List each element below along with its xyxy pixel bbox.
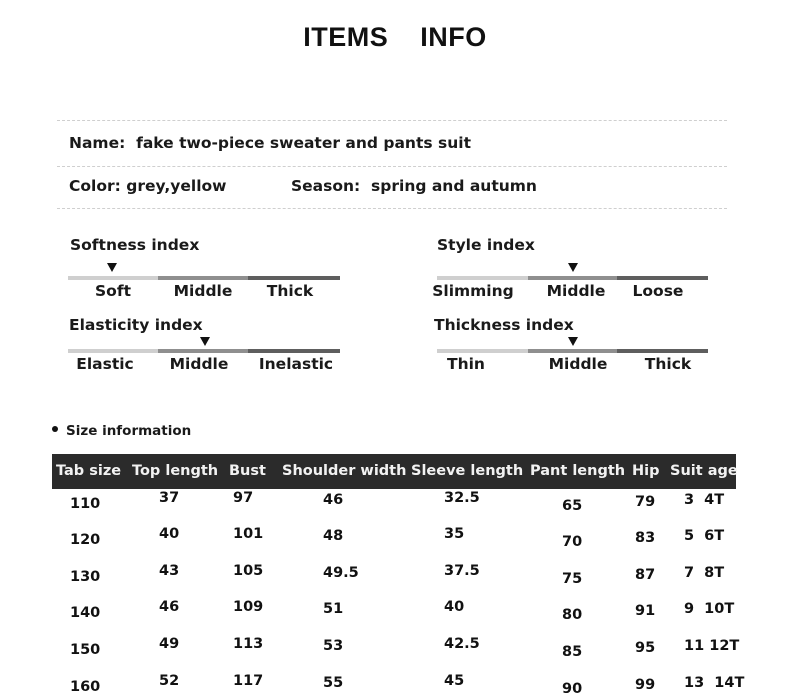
cell-sleeve-length: 42.5 (444, 636, 480, 652)
cell-pant-length: 70 (562, 534, 583, 550)
style-index-title: Style index (437, 236, 535, 254)
softness-scale-bar (68, 276, 340, 280)
cell-shoulder-width: 48 (323, 528, 344, 544)
cell-sleeve-length: 35 (444, 526, 465, 542)
cell-tab-size: 110 (70, 496, 101, 512)
thickness-index-title: Thickness index (434, 316, 574, 334)
cell-top-length: 37 (159, 490, 180, 506)
size-table-header (52, 454, 736, 489)
style-option-slimming: Slimming (432, 282, 514, 300)
column-header-hip: Hip (632, 463, 660, 479)
cell-shoulder-width: 49.5 (323, 565, 359, 581)
column-header-shoulder-width: Shoulder width (282, 463, 407, 479)
cell-hip: 87 (635, 567, 656, 583)
elasticity-option-inelastic: Inelastic (258, 355, 334, 373)
cell-top-length: 43 (159, 563, 180, 579)
softness-option-soft: Soft (95, 282, 131, 300)
bullet-icon (52, 426, 58, 432)
cell-hip: 99 (635, 677, 656, 693)
style-option-loose: Loose (632, 282, 684, 300)
cell-tab-size: 150 (70, 642, 101, 658)
cell-pant-length: 85 (562, 644, 583, 660)
elasticity-index-title: Elasticity index (69, 316, 203, 334)
thickness-option-thin: Thin (447, 355, 485, 373)
cell-top-length: 49 (159, 636, 180, 652)
cell-pant-length: 80 (562, 607, 583, 623)
page-title: ITEMS INFO (303, 22, 487, 52)
cell-hip: 79 (635, 494, 656, 510)
style-scale-bar (437, 276, 708, 280)
column-header-top-length: Top length (132, 463, 219, 479)
column-header-sleeve-length: Sleeve length (411, 463, 524, 479)
cell-hip: 95 (635, 640, 656, 656)
selected-marker-icon (568, 337, 578, 346)
product-color: Color: grey,yellow (69, 177, 227, 195)
softness-index-title: Softness index (70, 236, 200, 254)
cell-bust: 109 (233, 599, 264, 615)
cell-suit-age: 13 14T (684, 675, 745, 691)
cell-sleeve-length: 32.5 (444, 490, 480, 506)
cell-tab-size: 140 (70, 605, 101, 621)
cell-shoulder-width: 46 (323, 492, 344, 508)
softness-option-middle: Middle (173, 282, 233, 300)
product-season: Season: spring and autumn (291, 177, 537, 195)
cell-bust: 101 (233, 526, 264, 542)
cell-shoulder-width: 55 (323, 675, 344, 691)
cell-suit-age: 11 12T (684, 638, 740, 654)
selected-marker-icon (568, 263, 578, 272)
cell-top-length: 52 (159, 673, 180, 689)
thickness-option-middle: Middle (548, 355, 608, 373)
thickness-scale-bar (437, 349, 708, 353)
cell-hip: 91 (635, 603, 656, 619)
cell-bust: 97 (233, 490, 254, 506)
divider (57, 120, 727, 121)
product-name: Name: fake two-piece sweater and pants suit (69, 134, 471, 152)
cell-bust: 117 (233, 673, 264, 689)
cell-tab-size: 130 (70, 569, 101, 585)
thickness-option-thick: Thick (644, 355, 692, 373)
size-info-heading-text: Size information (66, 423, 192, 439)
size-info-heading (52, 423, 191, 439)
selected-marker-icon (200, 337, 210, 346)
divider (57, 208, 727, 209)
divider (57, 166, 727, 167)
column-header-suit-age: Suit age (670, 463, 738, 479)
cell-sleeve-length: 40 (444, 599, 465, 615)
style-option-middle: Middle (546, 282, 606, 300)
softness-option-thick: Thick (266, 282, 314, 300)
elasticity-option-middle: Middle (169, 355, 229, 373)
cell-top-length: 40 (159, 526, 180, 542)
cell-shoulder-width: 53 (323, 638, 344, 654)
elasticity-option-elastic: Elastic (76, 355, 134, 373)
elasticity-scale-bar (68, 349, 340, 353)
cell-hip: 83 (635, 530, 656, 546)
cell-pant-length: 90 (562, 681, 583, 697)
cell-suit-age: 9 10T (684, 601, 735, 617)
column-header-pant-length: Pant length (530, 463, 626, 479)
cell-bust: 105 (233, 563, 264, 579)
cell-sleeve-length: 45 (444, 673, 465, 689)
cell-tab-size: 120 (70, 532, 101, 548)
cell-suit-age: 7 8T (684, 565, 725, 581)
cell-pant-length: 65 (562, 498, 583, 514)
cell-suit-age: 5 6T (684, 528, 725, 544)
cell-bust: 113 (233, 636, 264, 652)
column-header-bust: Bust (229, 463, 266, 479)
column-header-tab-size: Tab size (56, 463, 122, 479)
cell-pant-length: 75 (562, 571, 583, 587)
selected-marker-icon (107, 263, 117, 272)
cell-tab-size: 160 (70, 679, 101, 695)
cell-shoulder-width: 51 (323, 601, 344, 617)
cell-top-length: 46 (159, 599, 180, 615)
cell-sleeve-length: 37.5 (444, 563, 480, 579)
cell-suit-age: 3 4T (684, 492, 725, 508)
